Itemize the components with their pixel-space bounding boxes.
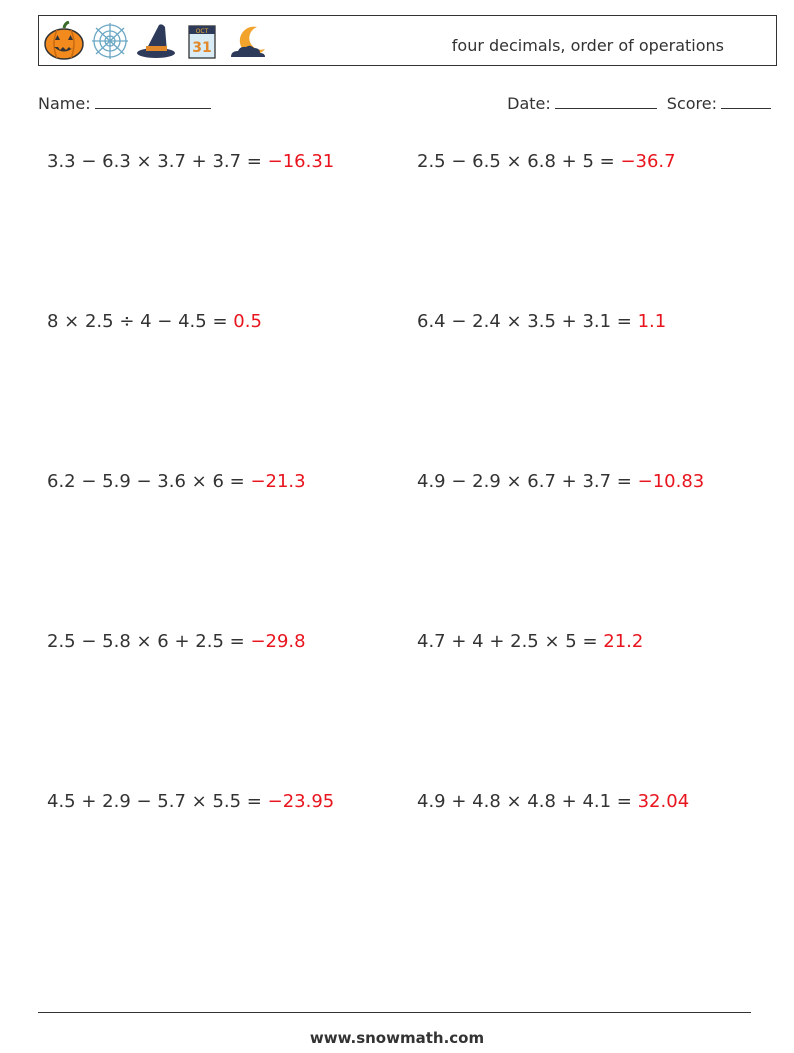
witch-hat-icon: [135, 21, 177, 61]
problem-expression: 6.4 − 2.4 × 3.5 + 3.1 =: [417, 311, 638, 332]
problem-answer: −16.31: [267, 151, 335, 172]
svg-text:31: 31: [192, 40, 212, 56]
svg-text:OCT: OCT: [195, 28, 209, 35]
problem-answer: −36.7: [620, 151, 676, 172]
problem-expression: 4.5 + 2.9 − 5.7 × 5.5 =: [47, 791, 268, 812]
problem-answer: −23.95: [267, 791, 335, 812]
problem-answer: −29.8: [250, 631, 306, 652]
date-blank[interactable]: [555, 92, 657, 109]
calendar-icon: [181, 21, 223, 61]
problem-answer: 32.04: [637, 791, 690, 812]
problem-expression: 2.5 − 6.5 × 6.8 + 5 =: [417, 151, 621, 172]
problem-expression: 4.7 + 4 + 2.5 × 5 =: [417, 631, 604, 652]
name-blank[interactable]: [95, 92, 211, 109]
problem-9: [47, 791, 334, 812]
problem-expression: 4.9 + 4.8 × 4.8 + 4.1 =: [417, 791, 638, 812]
moon-cloud-icon: [227, 21, 269, 61]
icon-strip: [43, 21, 269, 61]
name-field: [38, 92, 211, 113]
problem-expression: 6.2 − 5.9 − 3.6 × 6 =: [47, 471, 251, 492]
problem-answer: −10.83: [637, 471, 705, 492]
problem-6: [417, 471, 704, 492]
date-score-fields: [507, 92, 771, 113]
problem-expression: 2.5 − 5.8 × 6 + 2.5 =: [47, 631, 251, 652]
problem-7: [47, 631, 306, 652]
problem-expression: 3.3 − 6.3 × 3.7 + 3.7 =: [47, 151, 268, 172]
problem-5: [47, 471, 306, 492]
footer-url[interactable]: www.snowmath.com: [309, 1029, 485, 1047]
problem-10: [417, 791, 689, 812]
problem-2: [417, 151, 676, 172]
score-label: Score:: [666, 94, 717, 113]
date-label: Date:: [507, 94, 551, 113]
problem-answer: 1.1: [637, 311, 667, 332]
problem-expression: 8 × 2.5 ÷ 4 − 4.5 =: [47, 311, 234, 332]
spider-web-icon: [89, 21, 131, 61]
footer-divider: [38, 1012, 751, 1013]
pumpkin-icon: [43, 21, 85, 61]
problem-1: [47, 151, 334, 172]
problem-answer: 0.5: [233, 311, 262, 332]
worksheet-title: four decimals, order of operations: [451, 36, 724, 55]
header-box: [38, 15, 777, 66]
problem-3: [47, 311, 262, 332]
problem-4: [417, 311, 666, 332]
score-blank[interactable]: [721, 92, 771, 109]
name-label: Name:: [38, 94, 91, 113]
problem-expression: 4.9 − 2.9 × 6.7 + 3.7 =: [417, 471, 638, 492]
problem-8: [417, 631, 643, 652]
problem-answer: −21.3: [250, 471, 306, 492]
meta-row: [38, 92, 771, 116]
problem-answer: 21.2: [603, 631, 644, 652]
